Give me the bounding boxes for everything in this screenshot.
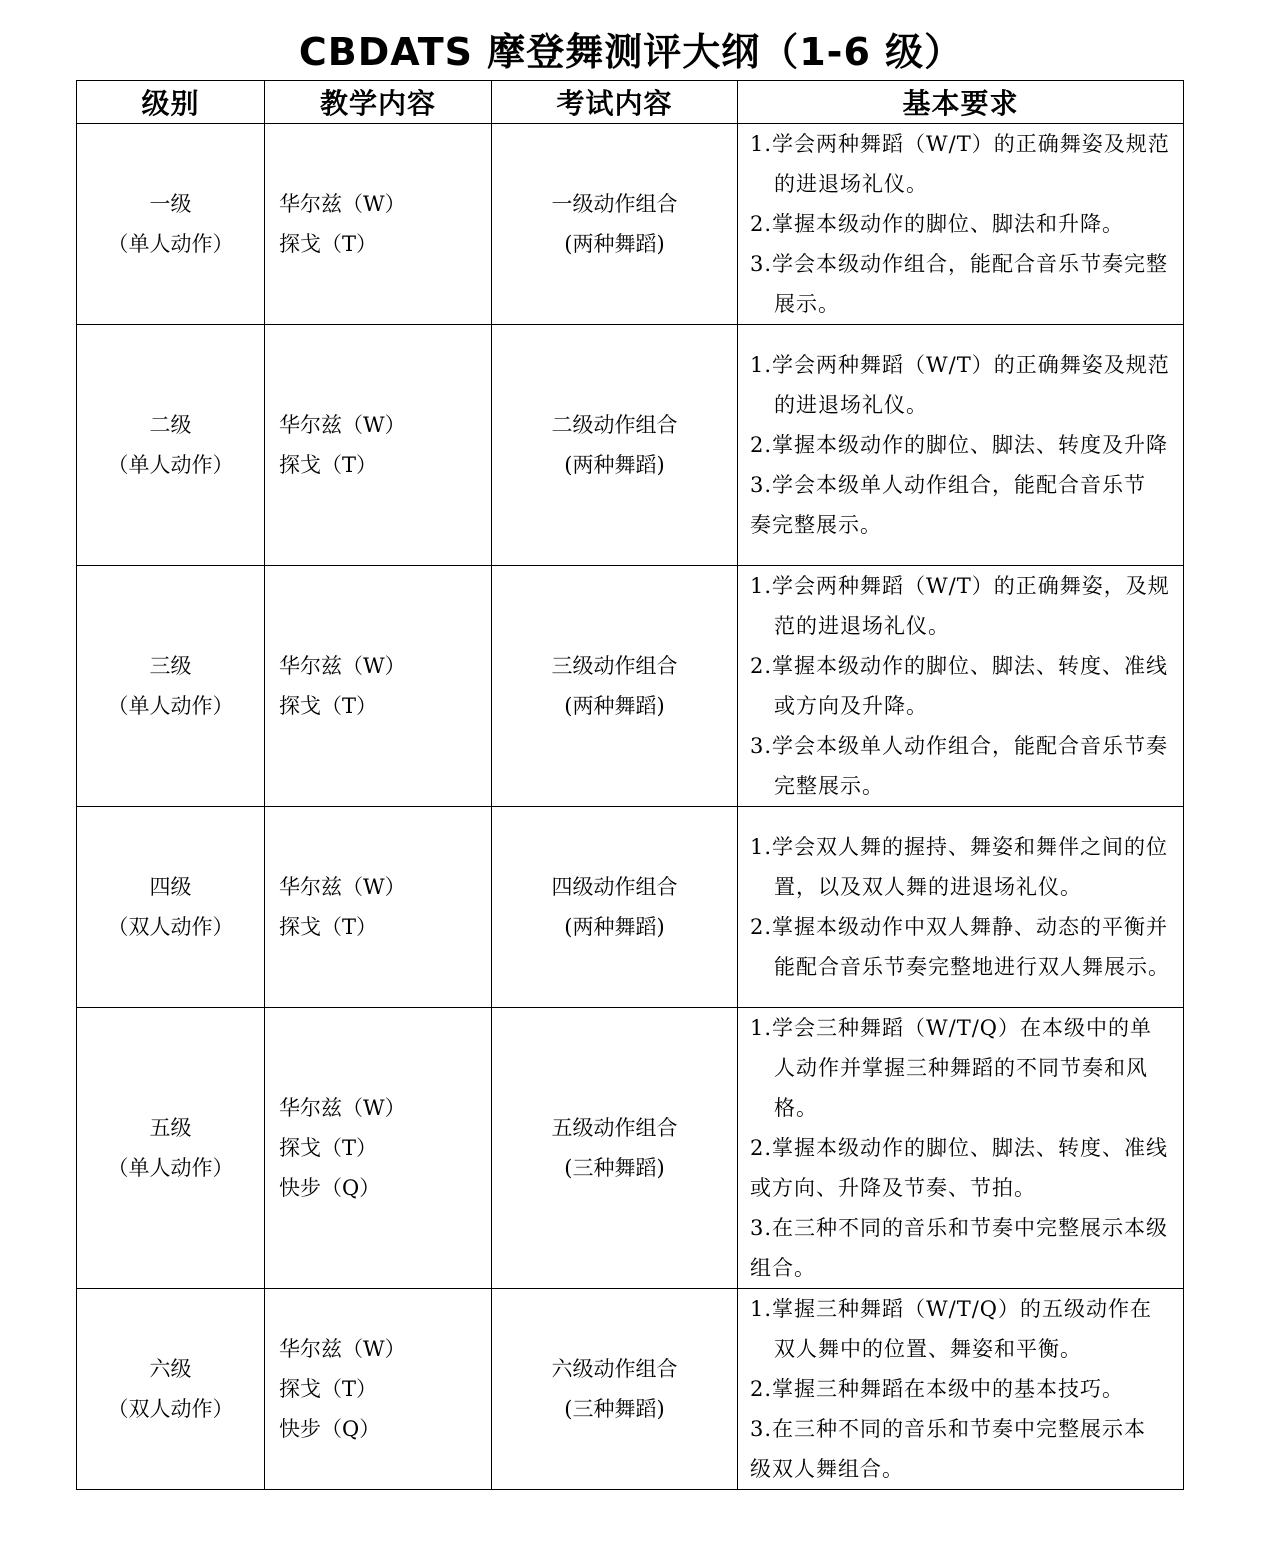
requirement-item: 1.学会双人舞的握持、舞姿和舞伴之间的位置，以及双人舞的进退场礼仪。: [750, 835, 1169, 899]
exam-sub: (两种舞蹈): [564, 694, 665, 718]
header-row: [77, 81, 1184, 124]
table-row: [77, 807, 1184, 1008]
requirements-cell: [738, 807, 1184, 1008]
page-title: CBDATS 摩登舞测评大纲（1-6 级）: [298, 30, 964, 74]
teaching-cell: [265, 1289, 492, 1490]
exam-cell: [492, 566, 738, 807]
dance-item: 快步（Q）: [279, 1176, 381, 1200]
exam-sub: (三种舞蹈): [564, 1397, 665, 1421]
exam-name: 六级动作组合: [551, 1357, 678, 1381]
level-name: 三级: [149, 654, 192, 678]
level-type: （单人动作）: [107, 453, 234, 477]
requirement-item: 3.学会本级单人动作组合，能配合音乐节奏完整展示。: [750, 734, 1169, 798]
level-cell: [77, 124, 265, 325]
level-name: 六级: [149, 1357, 192, 1381]
table-row: [77, 124, 1184, 325]
level-name: 五级: [149, 1116, 192, 1140]
header-teaching-content: 教学内容: [265, 81, 492, 124]
dance-item: 华尔兹（W）: [279, 1337, 406, 1361]
level-name: 四级: [149, 875, 192, 899]
level-cell: [77, 1008, 265, 1289]
dance-item: 探戈（T）: [279, 453, 378, 477]
requirement-item: 1.掌握三种舞蹈（W/T/Q）的五级动作在双人舞中的位置、舞姿和平衡。: [750, 1297, 1152, 1361]
table-row: [77, 1289, 1184, 1490]
exam-name: 一级动作组合: [551, 192, 678, 216]
header-level: 级别: [77, 81, 265, 124]
requirements-cell: [738, 325, 1184, 566]
exam-name: 二级动作组合: [551, 413, 678, 437]
dance-item: 探戈（T）: [279, 232, 378, 256]
table-row: [77, 325, 1184, 566]
requirement-item: 2.掌握本级动作中双人舞静、动态的平衡并能配合音乐节奏完整地进行双人舞展示。: [750, 915, 1170, 979]
dance-item: 探戈（T）: [279, 694, 378, 718]
exam-name: 四级动作组合: [551, 875, 678, 899]
exam-sub: (两种舞蹈): [564, 232, 665, 256]
exam-cell: [492, 325, 738, 566]
requirement-item: 1.学会三种舞蹈（W/T/Q）在本级中的单人动作并掌握三种舞蹈的不同节奏和风格。: [750, 1016, 1152, 1120]
requirement-item: 2.掌握本级动作的脚位、脚法、转度及升降: [750, 433, 1169, 457]
dance-item: 华尔兹（W）: [279, 1096, 406, 1120]
requirements-cell: [738, 1289, 1184, 1490]
dance-item: 华尔兹（W）: [279, 654, 406, 678]
table-row: [77, 1008, 1184, 1289]
level-type: （单人动作）: [107, 694, 234, 718]
requirement-item: 1.学会两种舞蹈（W/T）的正确舞姿及规范的进退场礼仪。: [750, 353, 1170, 417]
requirement-item: 2.掌握本级动作的脚位、脚法、转度、准线或方向及升降。: [750, 654, 1169, 718]
level-type: （单人动作）: [107, 232, 234, 256]
teaching-cell: [265, 807, 492, 1008]
requirements-cell: [738, 1008, 1184, 1289]
level-name: 二级: [149, 413, 192, 437]
dance-item: 华尔兹（W）: [279, 192, 406, 216]
teaching-cell: [265, 1008, 492, 1289]
dance-item: 探戈（T）: [279, 1136, 378, 1160]
exam-sub: (三种舞蹈): [564, 1156, 665, 1180]
level-name: 一级: [149, 192, 192, 216]
requirement-item: 2.掌握三种舞蹈在本级中的基本技巧。: [750, 1377, 1125, 1401]
requirement-item: 2.掌握本级动作的脚位、脚法和升降。: [750, 212, 1125, 236]
dance-item: 快步（Q）: [279, 1417, 381, 1441]
exam-cell: [492, 1008, 738, 1289]
exam-cell: [492, 807, 738, 1008]
level-cell: [77, 1289, 265, 1490]
level-type: （单人动作）: [107, 1156, 234, 1180]
teaching-cell: [265, 124, 492, 325]
requirements-cell: [738, 124, 1184, 325]
exam-sub: (两种舞蹈): [564, 915, 665, 939]
exam-cell: [492, 1289, 738, 1490]
dance-item: 华尔兹（W）: [279, 413, 406, 437]
requirement-item: 1.学会两种舞蹈（W/T）的正确舞姿及规范的进退场礼仪。: [750, 132, 1170, 196]
level-type: （双人动作）: [107, 1397, 234, 1421]
teaching-cell: [265, 325, 492, 566]
exam-sub: (两种舞蹈): [564, 453, 665, 477]
syllabus-table: [76, 80, 1184, 1490]
dance-item: 探戈（T）: [279, 1377, 378, 1401]
level-cell: [77, 325, 265, 566]
teaching-cell: [265, 566, 492, 807]
requirement-item: 3.在三种不同的音乐和节奏中完整展示本 级双人舞组合。: [750, 1417, 1147, 1481]
requirement-item: 3.学会本级动作组合，能配合音乐节奏完整展示。: [750, 252, 1169, 316]
level-cell: [77, 566, 265, 807]
dance-item: 探戈（T）: [279, 915, 378, 939]
requirement-item: 1.学会两种舞蹈（W/T）的正确舞姿，及规范的进退场礼仪。: [750, 574, 1170, 638]
table-row: [77, 566, 1184, 807]
exam-cell: [492, 124, 738, 325]
level-type: （双人动作）: [107, 915, 234, 939]
requirements-cell: [738, 566, 1184, 807]
header-basic-requirements: 基本要求: [738, 81, 1184, 124]
dance-item: 华尔兹（W）: [279, 875, 406, 899]
header-exam-content: 考试内容: [492, 81, 738, 124]
requirement-item: 3.在三种不同的音乐和节奏中完整展示本级组合。: [750, 1216, 1169, 1280]
level-cell: [77, 807, 265, 1008]
exam-name: 五级动作组合: [551, 1116, 678, 1140]
requirement-item: 3.学会本级单人动作组合，能配合音乐节 奏完整展示。: [750, 473, 1147, 537]
exam-name: 三级动作组合: [551, 654, 678, 678]
requirement-item: 2.掌握本级动作的脚位、脚法、转度、准线或方向、升降及节奏、节拍。: [750, 1136, 1169, 1200]
